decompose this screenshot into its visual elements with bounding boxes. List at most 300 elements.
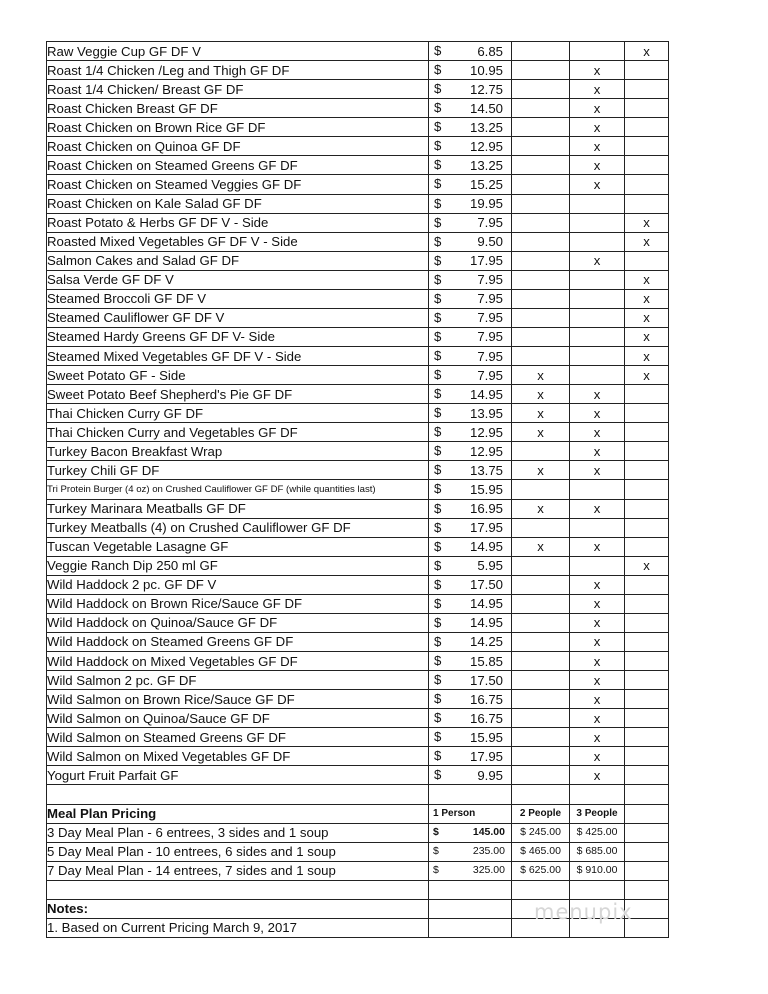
item-price bbox=[429, 575, 512, 594]
price-amount: 17.50 bbox=[469, 672, 503, 688]
plan-price-two: $ 625.00 bbox=[512, 861, 570, 880]
item-price bbox=[429, 137, 512, 156]
price-amount: 13.25 bbox=[469, 157, 503, 173]
item-price bbox=[429, 518, 512, 537]
plan-name: 7 Day Meal Plan - 14 entrees, 7 sides and 1 soup bbox=[47, 861, 429, 880]
item-price bbox=[429, 499, 512, 518]
item-mark-b: x bbox=[570, 709, 625, 728]
item-mark-c: x bbox=[625, 327, 669, 346]
item-mark-c bbox=[625, 766, 669, 785]
item-price bbox=[429, 385, 512, 404]
menu-item-row bbox=[47, 709, 669, 728]
item-mark-a bbox=[512, 232, 570, 251]
item-mark-c bbox=[625, 747, 669, 766]
menu-table bbox=[46, 41, 669, 938]
price-amount: 7.95 bbox=[477, 291, 503, 307]
dollar-sign: $ bbox=[434, 367, 442, 383]
item-price bbox=[429, 594, 512, 613]
item-mark-b bbox=[570, 194, 625, 213]
menu-item-row bbox=[47, 632, 669, 651]
meal-plan-row bbox=[47, 823, 669, 842]
dollar-sign: $ bbox=[434, 443, 442, 459]
dollar-sign: $ bbox=[434, 100, 442, 116]
item-name: Veggie Ranch Dip 250 ml GF bbox=[47, 556, 429, 575]
item-price bbox=[429, 423, 512, 442]
item-mark-a: x bbox=[512, 461, 570, 480]
item-mark-a bbox=[512, 747, 570, 766]
menu-item-row bbox=[47, 61, 669, 80]
item-mark-a bbox=[512, 480, 570, 499]
item-mark-c bbox=[625, 728, 669, 747]
plan-price-two: $ 465.00 bbox=[512, 842, 570, 861]
item-mark-b: x bbox=[570, 594, 625, 613]
item-price bbox=[429, 347, 512, 366]
item-name: Wild Haddock on Steamed Greens GF DF bbox=[47, 632, 429, 651]
menu-item-row bbox=[47, 175, 669, 194]
item-mark-c bbox=[625, 80, 669, 99]
item-name: Wild Salmon on Quinoa/Sauce GF DF bbox=[47, 709, 429, 728]
item-name: Roast 1/4 Chicken /Leg and Thigh GF DF bbox=[47, 61, 429, 80]
item-name: Wild Salmon on Mixed Vegetables GF DF bbox=[47, 747, 429, 766]
item-mark-b: x bbox=[570, 385, 625, 404]
price-amount: 15.95 bbox=[469, 729, 503, 745]
item-mark-a: x bbox=[512, 404, 570, 423]
item-name: Wild Salmon on Steamed Greens GF DF bbox=[47, 728, 429, 747]
item-mark-a bbox=[512, 80, 570, 99]
item-name: Roast Chicken on Quinoa GF DF bbox=[47, 137, 429, 156]
item-mark-a bbox=[512, 613, 570, 632]
item-mark-a bbox=[512, 766, 570, 785]
menu-item-row bbox=[47, 213, 669, 232]
menu-item-row bbox=[47, 518, 669, 537]
price-amount: 17.95 bbox=[469, 520, 503, 536]
item-mark-a: x bbox=[512, 537, 570, 556]
price-amount: 7.95 bbox=[477, 367, 503, 383]
menu-item-row bbox=[47, 80, 669, 99]
price-amount: 6.85 bbox=[477, 43, 503, 59]
dollar-sign: $ bbox=[434, 653, 442, 668]
dollar-sign: $ bbox=[433, 863, 439, 876]
item-name: Roast Chicken Breast GF DF bbox=[47, 99, 429, 118]
item-name: Tuscan Vegetable Lasagne GF bbox=[47, 537, 429, 556]
item-price bbox=[429, 251, 512, 270]
dollar-sign: $ bbox=[434, 748, 442, 764]
price-amount: 7.95 bbox=[477, 329, 503, 345]
item-mark-b bbox=[570, 347, 625, 366]
dollar-sign: $ bbox=[434, 81, 442, 97]
item-name: Thai Chicken Curry and Vegetables GF DF bbox=[47, 423, 429, 442]
item-price bbox=[429, 766, 512, 785]
item-mark-b: x bbox=[570, 251, 625, 270]
menu-item-row bbox=[47, 461, 669, 480]
item-mark-a bbox=[512, 652, 570, 671]
dollar-sign: $ bbox=[434, 62, 442, 78]
item-name: Yogurt Fruit Parfait GF bbox=[47, 766, 429, 785]
dollar-sign: $ bbox=[434, 767, 442, 783]
item-name: Roast Chicken on Steamed Greens GF DF bbox=[47, 156, 429, 175]
price-amount: 13.95 bbox=[469, 405, 503, 421]
menu-item-row bbox=[47, 327, 669, 346]
price-amount: 7.95 bbox=[477, 348, 503, 364]
menu-item-row bbox=[47, 575, 669, 594]
item-mark-c: x bbox=[625, 308, 669, 327]
plan-price-three: $ 425.00 bbox=[570, 823, 625, 842]
spacer-row bbox=[47, 785, 669, 804]
item-mark-b: x bbox=[570, 61, 625, 80]
menu-item-row bbox=[47, 556, 669, 575]
item-mark-b bbox=[570, 480, 625, 499]
item-price bbox=[429, 61, 512, 80]
menu-item-row bbox=[47, 347, 669, 366]
item-name: Roast 1/4 Chicken/ Breast GF DF bbox=[47, 80, 429, 99]
item-mark-b: x bbox=[570, 175, 625, 194]
menu-item-row bbox=[47, 766, 669, 785]
price-amount: 14.50 bbox=[469, 100, 503, 116]
dollar-sign: $ bbox=[434, 576, 442, 592]
dollar-sign: $ bbox=[434, 557, 442, 573]
item-mark-a: x bbox=[512, 499, 570, 518]
item-mark-a bbox=[512, 327, 570, 346]
item-mark-a bbox=[512, 556, 570, 575]
item-price bbox=[429, 118, 512, 137]
item-name: Turkey Bacon Breakfast Wrap bbox=[47, 442, 429, 461]
menu-item-row bbox=[47, 499, 669, 518]
dollar-sign: $ bbox=[433, 844, 439, 857]
menu-item-row bbox=[47, 747, 669, 766]
item-name: Steamed Cauliflower GF DF V bbox=[47, 308, 429, 327]
item-mark-c: x bbox=[625, 366, 669, 385]
price-amount: 12.75 bbox=[469, 81, 503, 97]
item-price bbox=[429, 747, 512, 766]
col-three-people: 3 People bbox=[570, 804, 625, 823]
price-amount: 5.95 bbox=[477, 558, 503, 574]
item-mark-b: x bbox=[570, 766, 625, 785]
item-mark-c bbox=[625, 709, 669, 728]
menu-item-row bbox=[47, 137, 669, 156]
item-name: Wild Salmon on Brown Rice/Sauce GF DF bbox=[47, 690, 429, 709]
item-mark-b: x bbox=[570, 690, 625, 709]
dollar-sign: $ bbox=[434, 500, 442, 516]
dollar-sign: $ bbox=[434, 328, 442, 344]
item-mark-c bbox=[625, 594, 669, 613]
item-name: Roast Chicken on Brown Rice GF DF bbox=[47, 118, 429, 137]
dollar-sign: $ bbox=[434, 43, 442, 58]
item-mark-c bbox=[625, 99, 669, 118]
price-amount: 9.95 bbox=[477, 767, 503, 783]
item-mark-c bbox=[625, 61, 669, 80]
item-price bbox=[429, 652, 512, 671]
item-name: Turkey Marinara Meatballs GF DF bbox=[47, 499, 429, 518]
price-amount: 7.95 bbox=[477, 215, 503, 231]
menu-item-row bbox=[47, 442, 669, 461]
item-mark-b: x bbox=[570, 652, 625, 671]
item-mark-b: x bbox=[570, 613, 625, 632]
item-price bbox=[429, 80, 512, 99]
menu-item-row bbox=[47, 652, 669, 671]
item-name: Salmon Cakes and Salad GF DF bbox=[47, 251, 429, 270]
item-mark-c bbox=[625, 251, 669, 270]
menu-item-row bbox=[47, 156, 669, 175]
item-mark-b bbox=[570, 232, 625, 251]
price-amount: 7.95 bbox=[477, 310, 503, 326]
item-mark-b: x bbox=[570, 632, 625, 651]
price-amount: 14.95 bbox=[469, 386, 503, 402]
item-mark-c bbox=[625, 385, 669, 404]
dollar-sign: $ bbox=[434, 538, 442, 554]
item-mark-a: x bbox=[512, 423, 570, 442]
item-name: Roast Potato & Herbs GF DF V - Side bbox=[47, 213, 429, 232]
item-price bbox=[429, 194, 512, 213]
dollar-sign: $ bbox=[434, 176, 442, 192]
menu-item-row bbox=[47, 118, 669, 137]
menu-item-row bbox=[47, 423, 669, 442]
dollar-sign: $ bbox=[434, 271, 442, 287]
item-mark-a bbox=[512, 632, 570, 651]
price-amount: 7.95 bbox=[477, 272, 503, 288]
item-mark-c: x bbox=[625, 213, 669, 232]
item-price bbox=[429, 537, 512, 556]
plan-price-one: $ 145.00 bbox=[429, 823, 512, 842]
item-price bbox=[429, 213, 512, 232]
dollar-sign: $ bbox=[434, 595, 442, 611]
item-mark-c bbox=[625, 442, 669, 461]
item-mark-a bbox=[512, 118, 570, 137]
dollar-sign: $ bbox=[434, 691, 442, 707]
item-mark-c bbox=[625, 499, 669, 518]
price-amount: 19.95 bbox=[469, 196, 503, 212]
dollar-sign: $ bbox=[434, 233, 442, 249]
item-mark-a bbox=[512, 156, 570, 175]
col-one-person: 1 Person bbox=[429, 804, 512, 823]
item-mark-a bbox=[512, 137, 570, 156]
item-mark-c: x bbox=[625, 556, 669, 575]
price-amount: 14.95 bbox=[469, 596, 503, 612]
item-mark-c: x bbox=[625, 347, 669, 366]
item-name: Thai Chicken Curry GF DF bbox=[47, 404, 429, 423]
price-amount: 17.50 bbox=[469, 577, 503, 593]
dollar-sign: $ bbox=[434, 519, 442, 535]
item-mark-c bbox=[625, 404, 669, 423]
item-mark-c bbox=[625, 156, 669, 175]
item-name: Sweet Potato GF - Side bbox=[47, 366, 429, 385]
item-name: Wild Haddock on Brown Rice/Sauce GF DF bbox=[47, 594, 429, 613]
price-amount: 10.95 bbox=[469, 62, 503, 78]
meal-plan-row bbox=[47, 861, 669, 880]
price-amount: 15.25 bbox=[469, 176, 503, 192]
item-mark-b bbox=[570, 270, 625, 289]
item-mark-c bbox=[625, 632, 669, 651]
item-mark-c bbox=[625, 194, 669, 213]
item-name: Roasted Mixed Vegetables GF DF V - Side bbox=[47, 232, 429, 251]
item-name: Tri Protein Burger (4 oz) on Crushed Cauliflower GF DF (while quantities last) bbox=[47, 480, 429, 499]
item-mark-b bbox=[570, 518, 625, 537]
item-mark-a bbox=[512, 61, 570, 80]
price-amount: 15.85 bbox=[469, 653, 503, 669]
price-amount: 12.95 bbox=[469, 424, 503, 440]
meal-plan-row bbox=[47, 842, 669, 861]
price-amount: 14.95 bbox=[469, 615, 503, 631]
plan-price-one: $ 235.00 bbox=[429, 842, 512, 861]
plan-price-one: $ 325.00 bbox=[429, 861, 512, 880]
item-price bbox=[429, 404, 512, 423]
item-mark-a bbox=[512, 99, 570, 118]
dollar-sign: $ bbox=[434, 729, 442, 745]
price-amount: 14.95 bbox=[469, 539, 503, 555]
item-price bbox=[429, 327, 512, 346]
item-mark-a bbox=[512, 442, 570, 461]
item-mark-a: x bbox=[512, 366, 570, 385]
menu-item-row bbox=[47, 690, 669, 709]
item-mark-a bbox=[512, 594, 570, 613]
dollar-sign: $ bbox=[434, 309, 442, 325]
item-name: Turkey Meatballs (4) on Crushed Cauliflower GF DF bbox=[47, 518, 429, 537]
item-price bbox=[429, 99, 512, 118]
item-mark-b bbox=[570, 42, 625, 61]
item-mark-b: x bbox=[570, 423, 625, 442]
menu-item-row bbox=[47, 537, 669, 556]
item-mark-c bbox=[625, 671, 669, 690]
item-mark-b: x bbox=[570, 404, 625, 423]
item-mark-a bbox=[512, 347, 570, 366]
item-name: Wild Haddock on Quinoa/Sauce GF DF bbox=[47, 613, 429, 632]
item-mark-c bbox=[625, 480, 669, 499]
item-name: Salsa Verde GF DF V bbox=[47, 270, 429, 289]
item-mark-b: x bbox=[570, 99, 625, 118]
menu-item-row bbox=[47, 42, 669, 61]
dollar-sign: $ bbox=[434, 252, 442, 268]
menu-items bbox=[47, 42, 669, 785]
item-name: Raw Veggie Cup GF DF V bbox=[47, 42, 429, 61]
price-amount: 16.75 bbox=[469, 710, 503, 726]
item-mark-b bbox=[570, 327, 625, 346]
dollar-sign: $ bbox=[434, 157, 442, 173]
item-mark-c bbox=[625, 575, 669, 594]
plan-name: 5 Day Meal Plan - 10 entrees, 6 sides and 1 soup bbox=[47, 842, 429, 861]
item-mark-b bbox=[570, 556, 625, 575]
item-mark-c: x bbox=[625, 42, 669, 61]
item-mark-a bbox=[512, 194, 570, 213]
item-price bbox=[429, 442, 512, 461]
item-price bbox=[429, 42, 512, 61]
item-mark-a: x bbox=[512, 385, 570, 404]
item-mark-c bbox=[625, 423, 669, 442]
meal-plan-title: Meal Plan Pricing bbox=[47, 804, 429, 823]
item-mark-c bbox=[625, 137, 669, 156]
item-mark-b: x bbox=[570, 747, 625, 766]
price-amount: 14.25 bbox=[469, 634, 503, 650]
menu-item-row bbox=[47, 194, 669, 213]
item-price bbox=[429, 709, 512, 728]
item-mark-a bbox=[512, 251, 570, 270]
item-mark-b: x bbox=[570, 537, 625, 556]
watermark-logo: menupix bbox=[534, 900, 633, 924]
menu-item-row bbox=[47, 308, 669, 327]
item-mark-a bbox=[512, 575, 570, 594]
item-name: Wild Haddock 2 pc. GF DF V bbox=[47, 575, 429, 594]
item-price bbox=[429, 556, 512, 575]
item-mark-a bbox=[512, 518, 570, 537]
item-price bbox=[429, 671, 512, 690]
dollar-sign: $ bbox=[434, 424, 442, 440]
item-mark-c bbox=[625, 690, 669, 709]
dollar-sign: $ bbox=[434, 672, 442, 688]
menu-item-row bbox=[47, 99, 669, 118]
plan-price-three: $ 910.00 bbox=[570, 861, 625, 880]
item-mark-c bbox=[625, 613, 669, 632]
item-mark-b bbox=[570, 213, 625, 232]
menu-item-row bbox=[47, 385, 669, 404]
item-price bbox=[429, 175, 512, 194]
item-name: Steamed Hardy Greens GF DF V- Side bbox=[47, 327, 429, 346]
price-amount: 17.95 bbox=[469, 253, 503, 269]
item-price bbox=[429, 156, 512, 175]
spacer-row bbox=[47, 880, 669, 899]
item-name: Roast Chicken on Kale Salad GF DF bbox=[47, 194, 429, 213]
item-price bbox=[429, 232, 512, 251]
item-price bbox=[429, 728, 512, 747]
item-mark-a bbox=[512, 728, 570, 747]
menu-item-row bbox=[47, 594, 669, 613]
item-mark-b: x bbox=[570, 461, 625, 480]
item-price bbox=[429, 461, 512, 480]
item-mark-a bbox=[512, 270, 570, 289]
item-price bbox=[429, 366, 512, 385]
item-mark-a bbox=[512, 308, 570, 327]
price-amount: 9.50 bbox=[477, 234, 503, 250]
plan-name: 3 Day Meal Plan - 6 entrees, 3 sides and 1 soup bbox=[47, 823, 429, 842]
item-mark-c bbox=[625, 118, 669, 137]
dollar-sign: $ bbox=[434, 195, 442, 211]
item-mark-c bbox=[625, 461, 669, 480]
item-mark-b: x bbox=[570, 442, 625, 461]
dollar-sign: $ bbox=[434, 290, 442, 306]
plan-price-two: $ 245.00 bbox=[512, 823, 570, 842]
item-mark-c: x bbox=[625, 270, 669, 289]
notes-title: Notes: bbox=[47, 899, 429, 918]
price-amount: 13.75 bbox=[469, 462, 503, 478]
item-name: Wild Salmon 2 pc. GF DF bbox=[47, 671, 429, 690]
item-price bbox=[429, 270, 512, 289]
menu-item-row bbox=[47, 289, 669, 308]
item-mark-b bbox=[570, 289, 625, 308]
menu-item-row bbox=[47, 728, 669, 747]
item-price bbox=[429, 613, 512, 632]
item-price bbox=[429, 690, 512, 709]
menu-item-row bbox=[47, 480, 669, 499]
item-name: Wild Haddock on Mixed Vegetables GF DF bbox=[47, 652, 429, 671]
item-name: Steamed Mixed Vegetables GF DF V - Side bbox=[47, 347, 429, 366]
dollar-sign: $ bbox=[434, 481, 442, 497]
item-name: Turkey Chili GF DF bbox=[47, 461, 429, 480]
item-mark-b: x bbox=[570, 575, 625, 594]
menu-item-row bbox=[47, 270, 669, 289]
col-two-people: 2 People bbox=[512, 804, 570, 823]
menu-item-row bbox=[47, 671, 669, 690]
plan-price-three: $ 685.00 bbox=[570, 842, 625, 861]
dollar-sign: $ bbox=[434, 462, 442, 478]
price-amount: 12.95 bbox=[469, 443, 503, 459]
price-amount: 15.95 bbox=[469, 481, 503, 497]
item-mark-a bbox=[512, 690, 570, 709]
item-mark-b bbox=[570, 308, 625, 327]
dollar-sign: $ bbox=[434, 348, 442, 363]
item-mark-a bbox=[512, 175, 570, 194]
item-price bbox=[429, 632, 512, 651]
note-line: 1. Based on Current Pricing March 9, 2017 bbox=[47, 918, 429, 937]
menu-item-row bbox=[47, 232, 669, 251]
item-mark-c: x bbox=[625, 289, 669, 308]
item-mark-c bbox=[625, 537, 669, 556]
